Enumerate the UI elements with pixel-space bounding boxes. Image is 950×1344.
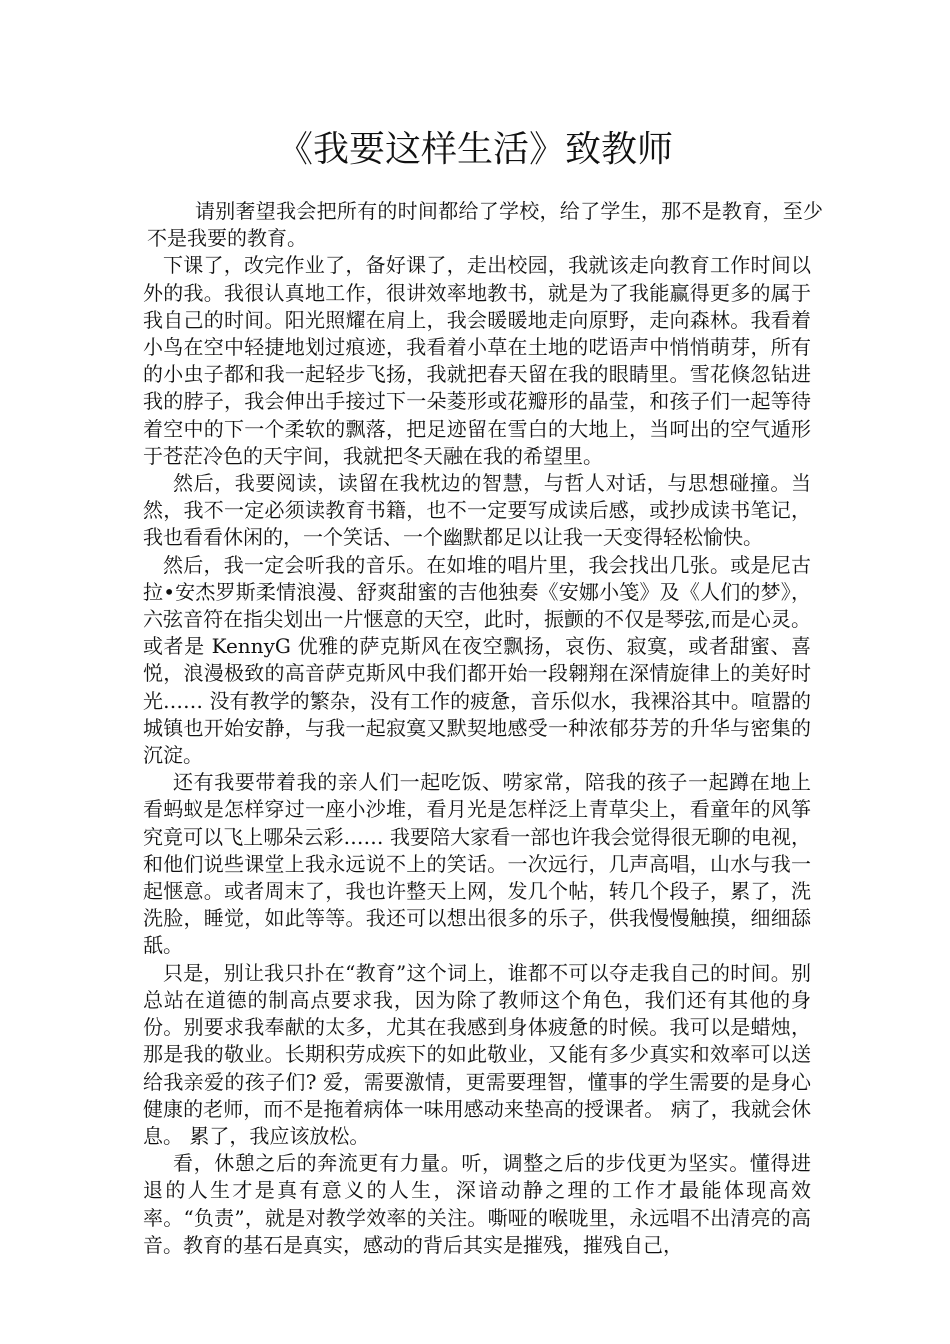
paragraph: 请别奢望我会把所有的时间都给了学校，给了学生，那不是教育，至少不是我要的教育。 [147, 199, 823, 251]
paragraph: 看，休憩之后的奔流更有力量。听，调整之后的步伐更为坚实。懂得进退的人生才是真有意义的人生，深谙动静之理的工作才最能体现高效率。“负责”，就是对教学效率的关注。嘶哑的喉咙里，永远唱不出清亮的高音。教育的基石是真实，感动的背后其实是摧残，摧残自己， [143, 1151, 811, 1257]
document-title: 《我要这样生活》致教师 [276, 129, 673, 170]
paragraph: 还有我要带着我的亲人们一起吃饭、唠家常，陪我的孩子一起蹲在地上看蚂蚁是怎样穿过一座小沙堆，看月光是怎样泛上青草尖上，看童年的风筝究竟可以飞上哪朵云彩…… 我要陪大家看一部也许我会觉得很无聊的电视，和他们说些课堂上我永远说不上的笑话。一次远行，几声高唱，山水与我一起惬意。或者周末了，我也许整天上网，发几个帖，转几个段子，累了，洗洗脸，睡觉，如此等等。我还可以想出很多的乐子，供我慢慢触摸，细细舔舐。 [143, 770, 811, 958]
paragraph: 然后，我一定会听我的音乐。在如堆的唱片里，我会找出几张。或是尼古拉•安杰罗斯柔情浪漫、舒爽甜蜜的吉他独奏《安娜小笺》及《人们的梦》，六弦音符在指尖划出一片惬意的天空，此时，振颤的不仅是琴弦,而是心灵。或者是 KennyG 优雅的萨克斯风在夜空飘扬，哀伤、寂寞，或者甜蜜、喜悦，浪漫极致的高音萨克斯风中我们都开始一段翱翔在深情旋律上的美好时光…… 没有教学的繁杂，没有工作的疲惫，音乐似水，我裸浴其中。喧嚣的城镇也开始安静，与我一起寂寞又默契地感受一种浓郁芬芳的升华与密集的沉淀。 [143, 552, 811, 768]
paragraph: 下课了，改完作业了，备好课了，走出校园，我就该走向教育工作时间以外的我。我很认真地工作，很讲效率地教书，就是为了我能赢得更多的属于我自己的时间。阳光照耀在肩上，我会暖暖地走向原野，走向森林。我看着小鸟在空中轻捷地划过痕迹，我看着小草在土地的呓语声中悄悄萌芽，所有的小虫子都和我一起轻步飞扬，我就把春天留在我的眼睛里。雪花倏忽钻进我的脖子，我会伸出手接过下一朵菱形或花瓣形的晶莹，和孩子们一起等待着空中的下一个柔软的飘落，把足迹留在雪白的大地上，当呵出的空气遁形于苍茫冷色的天宇间，我就把冬天融在我的希望里。 [143, 253, 811, 468]
document-body [143, 198, 823, 1259]
paragraph: 只是，别让我只扑在“教育”这个词上，谁都不可以夺走我自己的时间。别总站在道德的制高点要求我，因为除了教师这个角色，我们还有其他的身份。别要求我奉献的太多，尤其在我感到身体疲惫的时候。我可以是蜡烛，那是我的敬业。长期积劳成疾下的如此敬业，又能有多少真实和效率可以送给我亲爱的孩子们? 爱，需要激情，更需要理智，懂事的学生需要的是身心健康的老师，而不是拖着病体一味用感动来垫高的授课者。 病了，我就会休息。 累了，我应该放松。 [143, 960, 811, 1148]
paragraph: 然后，我要阅读，读留在我枕边的智慧，与哲人对话，与思想碰撞。当然，我不一定必须读教育书籍，也不一定要写成读后感，或抄成读书笔记，我也看看休闲的，一个笑话、一个幽默都足以让我一天变得轻松愉快。 [143, 471, 811, 550]
